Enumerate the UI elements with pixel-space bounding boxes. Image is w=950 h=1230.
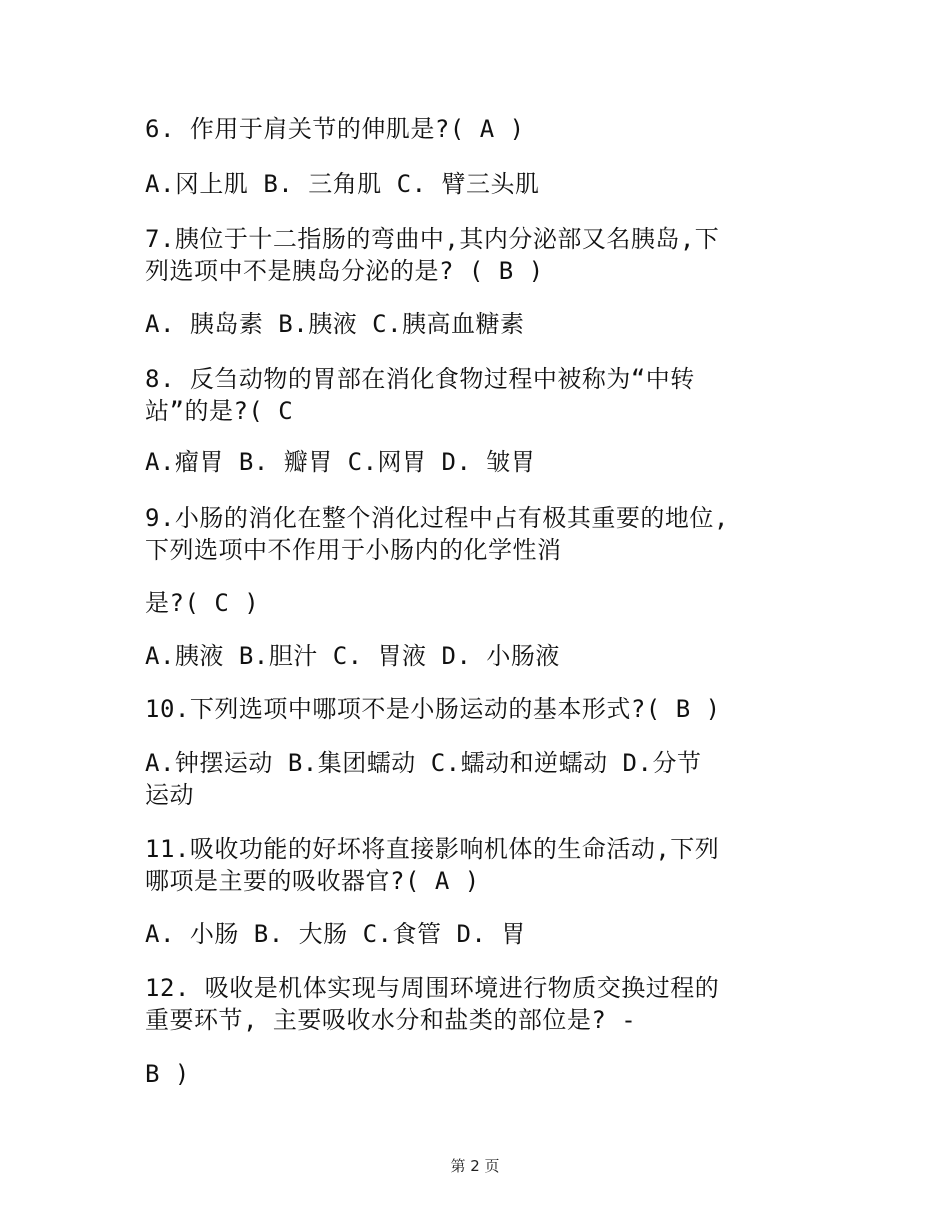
question-11-stem-line-1: 11.吸收功能的好坏将直接影响机体的生命活动,下列 (145, 835, 720, 863)
question-7-options: A. 胰岛素 B.胰液 C.胰高血糖素 (145, 310, 525, 338)
question-9-stem-line-2: 下列选项中不作用于小肠内的化学性消 (145, 536, 562, 564)
page-number: 第 2 页 (450, 1157, 500, 1175)
question-12-stem-line-3: B ) (145, 1060, 190, 1088)
question-10-options-line-1: A.钟摆运动 B.集团蠕动 C.蠕动和逆蠕动 D.分节 (145, 749, 702, 777)
question-10-options-line-2: 运动 (145, 781, 194, 809)
question-6-stem: 6. 作用于肩关节的伸肌是?( A ) (145, 115, 525, 143)
question-11-stem-line-2: 哪项是主要的吸收器官?( A ) (145, 867, 480, 895)
question-6-options: A.冈上肌 B. 三角肌 C. 臂三头肌 (145, 170, 540, 198)
question-7-stem-line-1: 7.胰位于十二指肠的弯曲中,其内分泌部又名胰岛,下 (145, 225, 720, 253)
question-7-stem-line-2: 列选项中不是胰岛分泌的是? ( B ) (145, 257, 544, 285)
question-10-stem: 10.下列选项中哪项不是小肠运动的基本形式?( B ) (145, 695, 721, 723)
question-9-stem-line-3: 是?( C ) (145, 589, 260, 617)
question-12-stem-line-2: 重要环节, 主要吸收水分和盐类的部位是? - (145, 1006, 637, 1034)
question-8-stem-line-2: 站”的是?( C (145, 397, 294, 425)
question-8-options: A.瘤胃 B. 瓣胃 C.网胃 D. 皱胃 (145, 448, 536, 476)
question-9-stem-line-1: 9.小肠的消化在整个消化过程中占有极其重要的地位, (145, 504, 729, 532)
question-11-options: A. 小肠 B. 大肠 C.食管 D. 胃 (145, 920, 526, 948)
question-9-options: A.胰液 B.胆汁 C. 胃液 D. 小肠液 (145, 642, 560, 670)
question-12-stem-line-1: 12. 吸收是机体实现与周围环境进行物质交换过程的 (145, 974, 720, 1002)
question-8-stem-line-1: 8. 反刍动物的胃部在消化食物过程中被称为“中转 (145, 365, 695, 393)
